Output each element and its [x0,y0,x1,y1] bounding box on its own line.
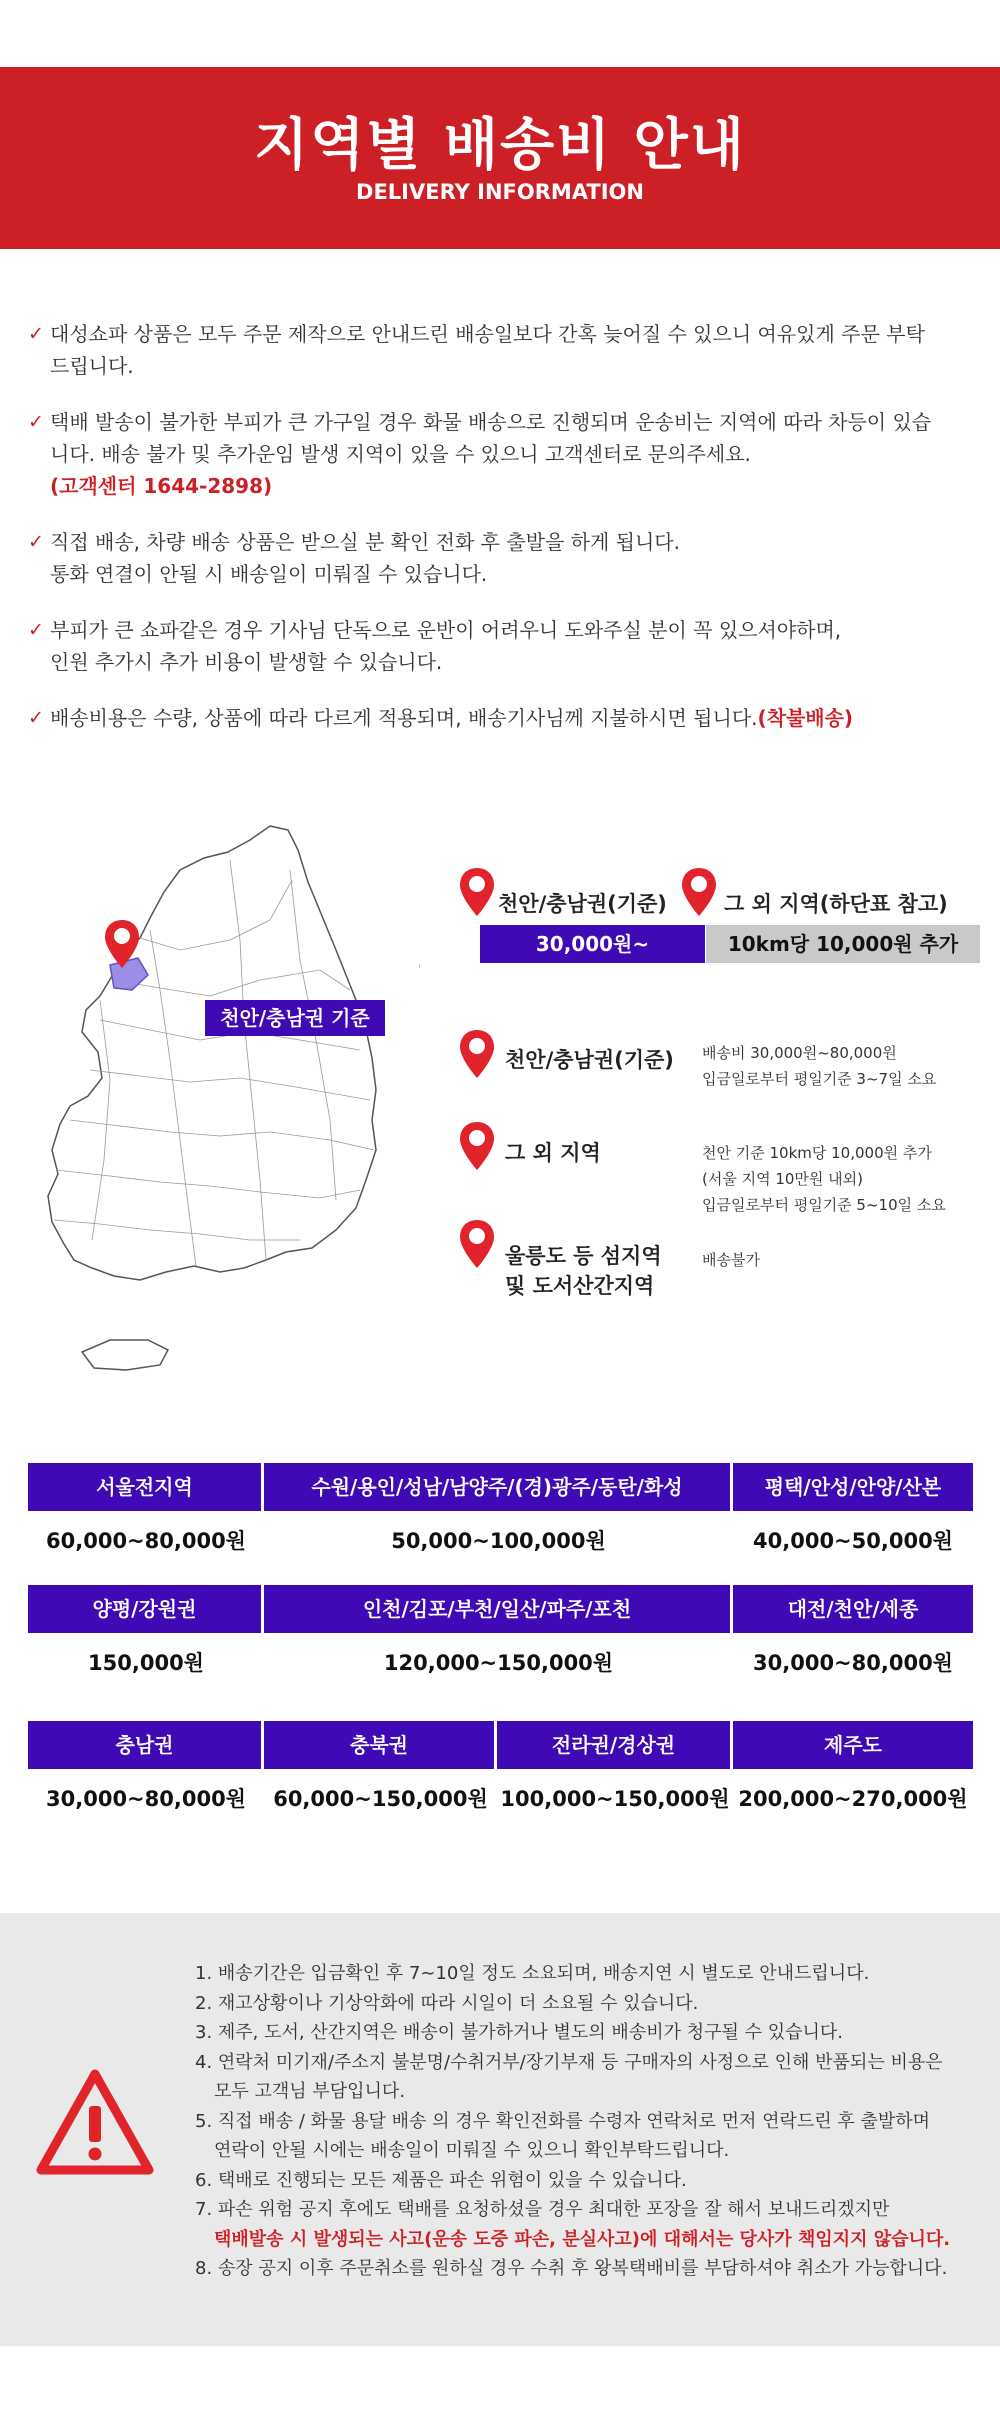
region-price: 50,000~100,000원 [391,1529,606,1553]
region-price: 100,000~150,000원 [500,1787,730,1811]
header-banner [0,67,1000,249]
route-other-price: 10km당 10,000원 추가 [706,925,980,963]
region-header: 양평/강원권 [28,1585,261,1633]
price-column [28,1463,264,1571]
map-pin-icon [460,868,494,916]
region-header: 전라권/경상권 [497,1721,730,1769]
price-column [733,1463,973,1571]
region-header: 제주도 [733,1721,973,1769]
price-column [733,1721,973,1829]
price-table-row [28,1721,973,1829]
policy-item: 7. 파손 위험 공지 후에도 택배를 요청하셨을 경우 최대한 포장을 잘 해서 보내드리겠지만 [195,2199,890,2220]
legend-item [460,1030,980,1090]
policy-item: 8. 송장 공지 이후 주문취소를 원하실 경우 수취 후 왕복택배비를 부담하셔야 취소가 가능합니다. [195,2258,948,2279]
route-summary [460,868,980,963]
route-base-label: 천안/충남권(기준) [498,892,667,916]
check-icon: ✓ [28,531,44,553]
notice-list [28,318,978,758]
page-title: 지역별 배송비 안내 [254,113,746,178]
legend-item [460,1122,980,1212]
price-column [264,1463,733,1571]
map-pin-icon [682,868,716,916]
route-other-label: 그 외 지역(하단표 참고) [724,892,948,916]
legend-desc: 배송불가 [702,1251,760,1269]
check-icon: ✓ [28,707,44,729]
price-table-row [28,1463,973,1571]
price-column [28,1721,264,1829]
region-header: 충북권 [264,1721,494,1769]
region-header: 충남권 [28,1721,261,1769]
policy-item: 5. 직접 배송 / 화물 용달 배송 의 경우 확인전화를 수령자 연락처로 먼저 연락드린 후 출발하며 [195,2110,931,2132]
cod-label: (착불배송) [757,706,854,730]
region-header: 대전/천안/세종 [733,1585,973,1633]
policy-item: 3. 제주, 도서, 산간지역은 배송이 불가하거나 별도의 배송비가 청구될 수 있습니다. [195,2022,843,2043]
price-column [497,1721,733,1829]
policy-item: 4. 연락처 미기재/주소지 불분명/수취거부/장기부재 등 구매자의 사정으로 인해 반품되는 비용은 [195,2051,943,2073]
policy-item: 6. 택배로 진행되는 모든 제품은 파손 위험이 있을 수 있습니다. [195,2169,687,2191]
price-column [264,1585,733,1693]
region-price: 60,000~80,000원 [46,1529,246,1553]
price-column [264,1721,497,1829]
legend-name: 울릉도 등 섬지역 [505,1244,662,1268]
region-price: 200,000~270,000원 [738,1787,968,1811]
legend-desc: 천안 기준 10km당 10,000원 추가 (서울 지역 10만원 내외) 입금일로부터 평일기준 5~10일 소요 [702,1144,946,1214]
legend-desc: 배송비 30,000원~80,000원 입금일로부터 평일기준 3~7일 소요 [702,1044,937,1088]
base-region-label: 천안/충남권 기준 [205,1000,385,1036]
korea-map-illustration [30,820,420,1395]
region-header: 서울전지역 [28,1463,261,1511]
notice-item: ✓ 직접 배송, 차량 배송 상품은 받으실 분 확인 전화 후 출발을 하게 됩니다. 통화 연결이 안될 시 배송일이 미뤄질 수 있습니다. [28,526,978,590]
policy-item-cont: 모두 고객님 부담입니다. [214,2081,406,2102]
region-price: 60,000~150,000원 [273,1787,488,1811]
price-column [733,1585,973,1693]
policy-item-cont: 연락이 안될 시에는 배송일이 미뤄질 수 있으니 확인부탁드립니다. [214,2140,730,2161]
map-pin-icon [460,1220,494,1268]
check-icon: ✓ [28,619,44,641]
notice-item: ✓ 택배 발송이 불가한 부피가 큰 가구일 경우 화물 배송으로 진행되며 운송비는 지역에 따라 차등이 있습 니다. 배송 불가 및 추가운임 발생 지역이 있을 수 있으니 고객센터로 문의주세요. (고객센터 1644-2898) [28,406,978,502]
policy-item: 2. 재고상황이나 기상악화에 따라 시일이 더 소요될 수 있습니다. [195,1992,699,2014]
policy-list [195,1959,975,2284]
region-header: 인천/김포/부천/일산/파주/포천 [264,1585,730,1633]
page-subtitle: DELIVERY INFORMATION [356,180,644,204]
map-pin-icon [460,1030,494,1078]
warning-icon [35,2068,155,2178]
region-header: 수원/용인/성남/남양주/(경)광주/동탄/화성 [264,1463,730,1511]
route-base-price: 30,000원~ [480,925,705,963]
legend-name: 그 외 지역 [505,1141,601,1165]
shipping-policy-box [0,1913,1000,2346]
price-table-row [28,1585,973,1693]
customer-center-phone: (고객센터 1644-2898) [50,474,273,498]
notice-item: ✓ 대성쇼파 상품은 모두 주문 제작으로 안내드린 배송일보다 간혹 늦어질 수 있으니 여유있게 주문 부탁 드립니다. [28,318,978,382]
legend-name: 천안/충남권(기준) [505,1048,674,1072]
jeju-island [82,1340,168,1370]
legend-item [460,1220,980,1300]
region-header: 평택/안성/안양/산본 [733,1463,973,1511]
region-price: 30,000~80,000원 [753,1651,953,1675]
region-price: 30,000~80,000원 [46,1787,246,1811]
region-price: 120,000~150,000원 [383,1651,614,1675]
mainland-outline [48,826,376,1280]
price-column [28,1585,264,1693]
region-price: 40,000~50,000원 [753,1529,953,1553]
legend-name-line2: 및 도서산간지역 [505,1274,655,1298]
policy-item: 1. 배송기간은 입금확인 후 7~10일 정도 소요되며, 배송지연 시 별도로 안내드립니다. [195,1963,870,1984]
notice-item: ✓ 배송비용은 수량, 상품에 따라 다르게 적용되며, 배송기사님께 지불하시면 됩니다.(착불배송) [28,702,978,734]
notice-item: ✓ 부피가 큰 쇼파같은 경우 기사님 단독으로 운반이 어려우니 도와주실 분이 꼭 있으셔야하며, 인원 추가시 추가 비용이 발생할 수 있습니다. [28,614,978,678]
map-pin-icon [460,1122,494,1170]
check-icon: ✓ [28,411,44,433]
policy-warning-line: 택배발송 시 발생되는 사고(운송 도중 파손, 분실사고)에 대해서는 당사가 책임지지 않습니다. [214,2228,951,2250]
check-icon: ✓ [28,323,44,345]
region-price: 150,000원 [88,1651,204,1675]
